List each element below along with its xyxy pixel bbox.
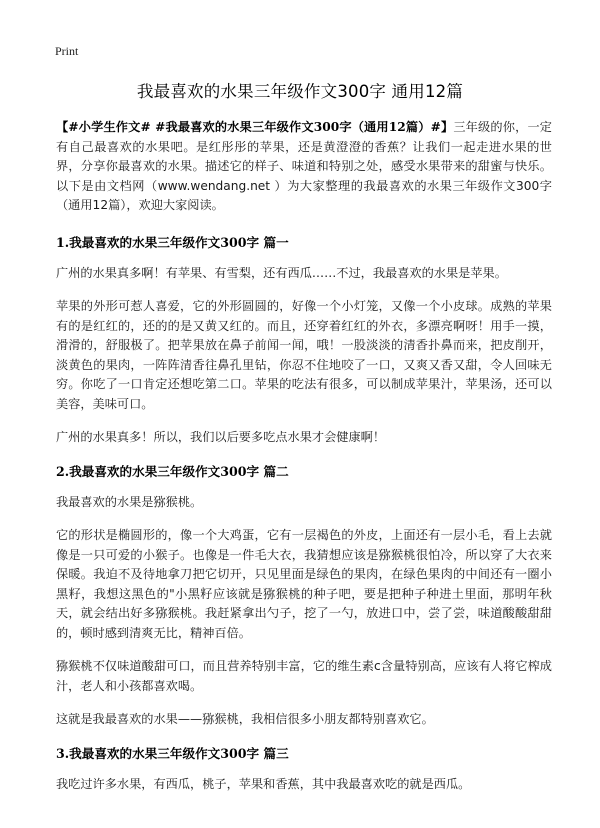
section-1-paragraph-3: 广州的水果真多！所以，我们以后要多吃点水果才会健康啊！ [56,430,386,444]
section-heading-2: 2.我最喜欢的水果三年级作文300字 篇二 [56,463,289,479]
section-2-paragraph-2: 它的形状是椭圆形的，像一个大鸡蛋，它有一层褐色的外皮，上面还有一层小毛，看上去就像是一只可爱的小猴子。也像是一件毛大衣，我猜想应该是猕猴桃很怕冷，所以穿了大衣来保暖。我迫不及待地拿刀把它切开，只见里面是绿色的果肉，在绿色果肉的中间还有一圈小黑籽，我想这黑色的"小黑籽应该就是猕猴桃的种子吧，要是把种子种进土里面，那明年秋天，就会结出好多猕猴桃。我赶紧拿出勺子，挖了一勺，放进口中，尝了尝，味道酸酸甜甜的，顿时感到清爽无比，精神百倍。 [56,528,552,640]
print-link[interactable]: Print [55,44,79,58]
section-2-paragraph-3: 猕猴桃不仅味道酸甜可口，而且营养特别丰富，它的维生素c含量特别高，应该有人将它榨成汁，老人和小孩都喜欢喝。 [56,659,552,693]
intro-tag: 【#小学生作文# #我最喜欢的水果三年级作文300字（通用12篇）#】 [56,120,454,134]
intro-paragraph [56,118,552,216]
page-title: 我最喜欢的水果三年级作文300字 通用12篇 [136,82,464,101]
section-2-paragraph-4: 这就是我最喜欢的水果——猕猴桃，我相信很多小朋友都特别喜欢它。 [56,712,434,726]
article-body [56,118,552,808]
section-heading-3: 3.我最喜欢的水果三年级作文300字 篇三 [56,745,289,761]
section-2-paragraph-1: 我最喜欢的水果是猕猴桃。 [56,494,203,509]
section-1-paragraph-1: 广州的水果真多啊！有苹果、有雪梨，还有西瓜……不过，我最喜欢的水果是苹果。 [56,265,507,280]
section-heading-1: 1.我最喜欢的水果三年级作文300字 篇一 [56,234,289,250]
section-1-paragraph-2: 苹果的外形可惹人喜爱，它的外形圆圆的，好像一个小灯笼，又像一个小皮球。成熟的苹果有的是红红的，还的的是又黄又红的。而且，还穿着红红的外衣，多漂亮啊呀！用手一摸，滑滑的，舒服极了。把苹果放在鼻子前闻一闻，哦！一股淡淡的清香扑鼻而来，把皮削开，淡黄色的果肉，一阵阵清香往鼻孔里钻，你忍不住地咬了一口，又爽又香又甜，令人回味无穷。你吃了一口肯定还想吃第二口。苹果的吃法有很多，可以制成苹果汁，苹果汤，还可以美容，美味可口。 [56,299,552,411]
intro-text: 三年级的你，一定有自己最喜欢的水果吧。是红彤彤的苹果，还是黄澄澄的香蕉？让我们一起走进水果的世界，分享你最喜欢的水果。描述它的样子、味道和特别之处，感受水果带来的甜蜜与快乐。以下是由文档网（www.wendang.net ）为大家整理的我最喜欢的水果三年级作文300字（通用12篇），欢迎大家阅读。 [56,120,552,212]
section-3-paragraph-1: 我吃过许多水果，有西瓜，桃子，苹果和香蕉，其中我最喜欢吃的就是西瓜。 [56,776,471,791]
